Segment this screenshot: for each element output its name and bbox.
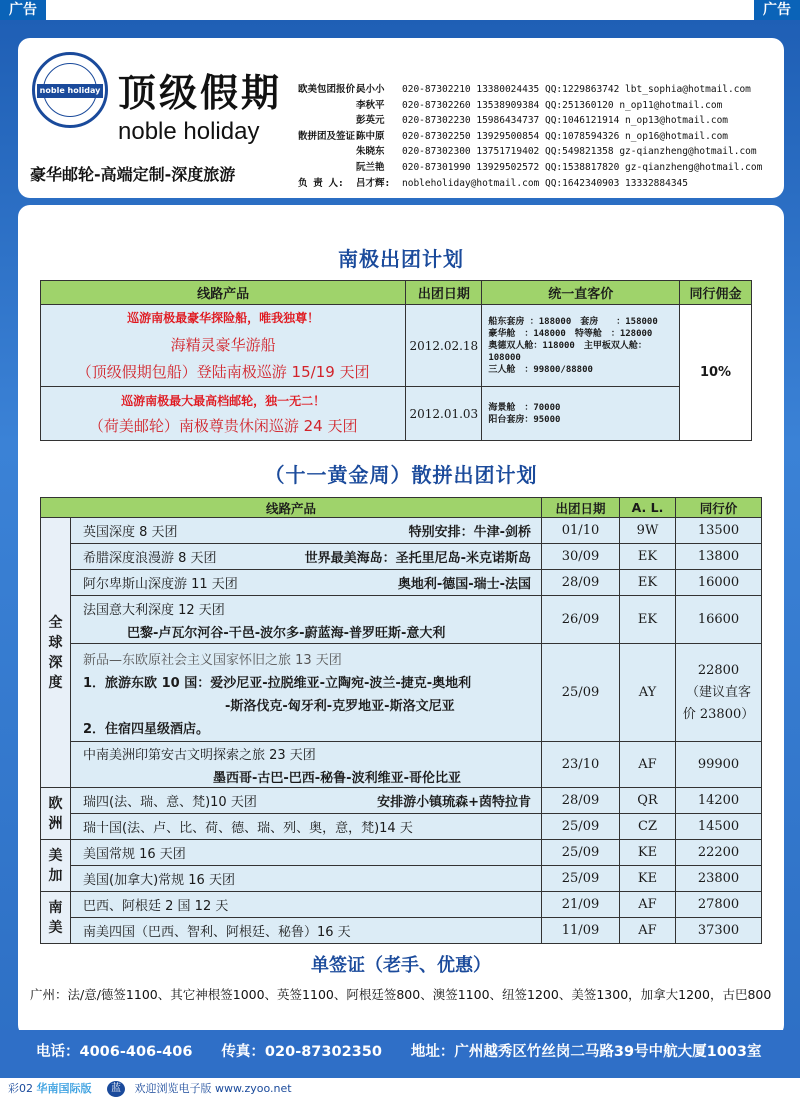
airline-cell: AY <box>620 644 676 742</box>
date-cell: 01/10 <box>542 518 620 544</box>
date-cell: 25/09 <box>542 840 620 866</box>
antarctic-header-row <box>41 281 752 305</box>
price-cell <box>482 305 680 387</box>
route-name: 南美四国（巴西、智利、阿根廷、秘鲁）16 天 <box>83 925 351 940</box>
antarctic-table <box>40 280 752 441</box>
route-cell <box>71 544 542 570</box>
edition-label: 华南国际版 <box>36 1082 92 1095</box>
route-name: 巴西、阿根廷 2 国 12 天 <box>83 899 229 914</box>
route-itinerary: 巴黎-卢瓦尔河谷-干邑-波尔多-蔚蓝海-普罗旺斯-意大利 <box>127 625 446 641</box>
airline-cell: QR <box>620 788 676 814</box>
airline-cell: AF <box>620 918 676 944</box>
route-name: 瑞十国(法、卢、比、荷、德、瑞、列、奥，意，梵)14 天 <box>83 821 413 836</box>
contact-name: 吕才辉: <box>356 177 391 189</box>
group-label-global <box>41 518 71 788</box>
airline-cell: 9W <box>620 518 676 544</box>
airline-cell: AF <box>620 742 676 788</box>
route-detail: 2．住宿四星级酒店。 <box>83 721 210 737</box>
contact-name: 彭英元 <box>356 115 385 127</box>
table-row <box>41 387 752 441</box>
edition-badge-icon: 蓝 <box>107 1081 125 1097</box>
logo-badge-icon <box>32 52 108 128</box>
col-header-price: 统一直客价 <box>482 281 680 305</box>
route-cell <box>71 742 542 788</box>
col-header-price: 同行价 <box>676 498 762 518</box>
group-section-title: （十一黄金周）散拼出团计划 <box>264 463 538 487</box>
price-cell <box>676 644 762 742</box>
table-row <box>41 814 762 840</box>
route-ship: 海精灵豪华游船 <box>170 336 276 354</box>
airline-cell: AF <box>620 892 676 918</box>
airline-cell: EK <box>620 596 676 644</box>
group-label-europe <box>41 788 71 840</box>
date-cell: 25/09 <box>542 866 620 892</box>
route-name: 希腊深度浪漫游 8 天团 <box>83 551 217 566</box>
page-footer <box>0 1078 800 1100</box>
route-cell <box>71 840 542 866</box>
date-cell: 28/09 <box>542 570 620 596</box>
brand-slogan: 豪华邮轮-高端定制-深度旅游 <box>30 165 236 184</box>
route-name: 美国(加拿大)常规 16 天团 <box>83 873 235 888</box>
route-cell <box>71 788 542 814</box>
col-header-route: 线路产品 <box>41 498 542 518</box>
route-line <box>83 547 531 566</box>
contact-name: 朱晓东 <box>356 146 385 158</box>
visa-price-list: 广州：法/意/德签1100、其它神根签1000、英签1100、阿根廷签800、澳签1100、纽签1200、美签1300，加拿大1200，古巴800 <box>30 987 772 1002</box>
contact-list <box>298 82 778 191</box>
contact-details: 020-87302210 13380024435 QQ:1229863742 lbt_sophia@hotmail.com <box>402 84 751 95</box>
table-row <box>41 788 762 814</box>
route-name: 新品—东欧原社会主义国家怀旧之旅 13 天团 <box>83 652 342 668</box>
price-cell: 13500 <box>676 518 762 544</box>
antarctic-section-title: 南极出团计划 <box>338 247 464 271</box>
route-name: （顶级假期包船）登陆南极巡游 15/19 天团 <box>76 363 370 381</box>
content-card <box>18 205 784 1037</box>
price-line: 22800 <box>697 662 740 678</box>
route-name: 瑞四(法、瑞、意、梵)10 天团 <box>83 795 257 810</box>
date-cell: 25/09 <box>542 814 620 840</box>
header-card <box>18 38 784 198</box>
ad-frame <box>0 20 800 1078</box>
col-header-date: 出团日期 <box>406 281 482 305</box>
price-cell: 37300 <box>676 918 762 944</box>
price-cell: 27800 <box>676 892 762 918</box>
airline-cell: EK <box>620 570 676 596</box>
route-name: 英国深度 8 天团 <box>83 525 178 540</box>
contact-details: 020-87302230 15986434737 QQ:1046121914 n_op13@hotmail.com <box>402 115 729 127</box>
route-name: 美国常规 16 天团 <box>83 847 186 862</box>
contact-role <box>298 144 356 160</box>
route-cell <box>71 570 542 596</box>
price-cell: 14500 <box>676 814 762 840</box>
contact-details: 020-87302250 13929500854 QQ:1078594326 n_op16@hotmail.com <box>402 130 729 142</box>
route-cell <box>41 387 406 441</box>
group-name: 欧洲 <box>48 795 63 832</box>
col-header-airline: A. L. <box>620 498 676 518</box>
col-header-route: 线路产品 <box>41 281 406 305</box>
route-cell <box>71 918 542 944</box>
date-cell: 30/09 <box>542 544 620 570</box>
route-special: 奥地利-德国-瑞士-法国 <box>397 577 531 592</box>
route-special: 安排游小镇琉森+茵特拉肯 <box>377 795 531 810</box>
brand-name-en: noble holiday <box>118 118 260 145</box>
price-line: 船东套房 ：188000 套房 ：158000 <box>488 316 658 327</box>
price-line: 三人舱 ：99800/88800 <box>488 364 593 375</box>
page-number: 彩02 <box>8 1082 33 1095</box>
table-row <box>41 570 762 596</box>
table-row <box>41 918 762 944</box>
contact-name: 吴小小 <box>356 84 385 95</box>
route-itinerary: 墨西哥-古巴-巴西-秘鲁-波利维亚-哥伦比亚 <box>213 770 461 786</box>
contact-row <box>298 176 778 192</box>
date-cell: 25/09 <box>542 644 620 742</box>
contact-role <box>298 113 356 129</box>
date-cell: 2012.02.18 <box>406 305 482 387</box>
contact-details: nobleholiday@hotmail.com QQ:1642340903 13332884345 <box>402 177 688 189</box>
group-label-south-america <box>41 892 71 944</box>
footer-contact-bar <box>0 1030 800 1070</box>
route-line <box>83 791 531 810</box>
price-cell: 16000 <box>676 570 762 596</box>
group-tours-table <box>40 497 762 944</box>
visa-section-title: 单签证（老手、优惠） <box>311 955 491 976</box>
price-cell <box>482 387 680 441</box>
route-cell <box>71 892 542 918</box>
table-row <box>41 518 762 544</box>
price-cell: 99900 <box>676 742 762 788</box>
route-cell <box>71 866 542 892</box>
price-cell: 23800 <box>676 866 762 892</box>
table-row <box>41 305 752 387</box>
contact-row <box>298 82 778 98</box>
route-line <box>83 521 531 540</box>
contact-role <box>298 98 356 114</box>
date-cell: 2012.01.03 <box>406 387 482 441</box>
airline-cell: KE <box>620 840 676 866</box>
col-header-commission: 同行佣金 <box>680 281 752 305</box>
date-cell: 28/09 <box>542 788 620 814</box>
table-row <box>41 892 762 918</box>
route-special: 特别安排：牛津-剑桥 <box>408 525 531 540</box>
ad-label-left: 广告 <box>0 0 46 20</box>
commission-cell: 10% <box>680 305 752 441</box>
ad-label-right: 广告 <box>754 0 800 20</box>
contact-role: 散拼团及签证: <box>298 130 361 142</box>
group-name: 南美 <box>48 899 63 936</box>
footer-contact-text: 电话：4006-406-406 传真：020-87302350 地址：广州越秀区竹丝岗二马路39号中航大厦1003室 <box>36 1044 762 1060</box>
contact-role: 负 责 人: <box>298 177 344 189</box>
group-name: 全球深度 <box>48 614 63 691</box>
table-row <box>41 866 762 892</box>
contact-row <box>298 98 778 114</box>
price-line: （建议直客 <box>685 684 751 700</box>
route-promo: 巡游南极最大最高档邮轮，独一无二！ <box>121 393 326 408</box>
route-cell <box>71 644 542 742</box>
route-name: 法国意大利深度 12 天团 <box>83 602 225 618</box>
contact-name: 阮兰艳 <box>356 161 385 173</box>
contact-details: 020-87302300 13751719402 QQ:549821358 gz-qianzheng@hotmail.com <box>402 146 757 158</box>
group-header-row <box>41 498 762 518</box>
contact-name: 陈中原 <box>356 130 385 142</box>
route-cell <box>41 305 406 387</box>
table-row <box>41 644 762 742</box>
price-line: 奥德双人舱：118000 主甲板双人舱：108000 <box>488 340 647 363</box>
price-cell: 16600 <box>676 596 762 644</box>
group-name: 美加 <box>48 847 63 884</box>
price-line: 阳台套房：95000 <box>488 414 561 425</box>
route-cell <box>71 518 542 544</box>
date-cell: 23/10 <box>542 742 620 788</box>
route-detail: 1．旅游东欧 10 国：爱沙尼亚-拉脱维亚-立陶宛-波兰-捷克-奥地利 <box>83 675 472 691</box>
date-cell: 11/09 <box>542 918 620 944</box>
contact-row <box>298 144 778 160</box>
brand-name-cn: 顶级假期 <box>118 70 283 115</box>
table-row <box>41 544 762 570</box>
price-line: 海景舱 ：70000 <box>488 402 561 413</box>
price-cell: 13800 <box>676 544 762 570</box>
contact-details: 020-87302260 13538909384 QQ:251360120 n_op11@hotmail.com <box>402 99 723 111</box>
price-line: 价 23800） <box>682 706 755 722</box>
table-row <box>41 840 762 866</box>
website-link[interactable]: 欢迎浏览电子版 www.zyoo.net <box>134 1082 292 1095</box>
contact-details: 020-87301990 13929502572 QQ:1538817820 gz-qianzheng@hotmail.com <box>402 161 763 173</box>
col-header-date: 出团日期 <box>542 498 620 518</box>
price-cell: 14200 <box>676 788 762 814</box>
route-cell <box>71 814 542 840</box>
table-row <box>41 742 762 788</box>
route-line <box>83 573 531 592</box>
airline-cell: EK <box>620 544 676 570</box>
contact-role <box>298 160 356 176</box>
contact-role: 欧美包团报价: <box>298 84 361 95</box>
contact-row <box>298 129 778 145</box>
airline-cell: KE <box>620 866 676 892</box>
logo-band: noble holiday <box>37 84 103 98</box>
contact-row <box>298 113 778 129</box>
contact-name: 李秋平 <box>356 99 385 111</box>
date-cell: 21/09 <box>542 892 620 918</box>
price-cell: 22200 <box>676 840 762 866</box>
route-name: （荷美邮轮）南极尊贵休闲巡游 24 天团 <box>88 416 358 435</box>
route-name: 阿尔卑斯山深度游 11 天团 <box>83 577 238 592</box>
contact-row <box>298 160 778 176</box>
route-detail: -斯洛伐克-匈牙利-克罗地亚-斯洛文尼亚 <box>225 698 455 714</box>
group-label-north-america <box>41 840 71 892</box>
price-line: 豪华舱 ：148000 特等舱 ：128000 <box>488 328 653 339</box>
airline-cell: CZ <box>620 814 676 840</box>
route-name: 中南美洲印第安古文明探索之旅 23 天团 <box>83 747 316 763</box>
table-row <box>41 596 762 644</box>
route-special: 世界最美海岛：圣托里尼岛-米克诺斯岛 <box>304 551 531 566</box>
date-cell: 26/09 <box>542 596 620 644</box>
route-promo: 巡游南极最豪华探险船，唯我独尊！ <box>127 311 320 325</box>
route-cell <box>71 596 542 644</box>
